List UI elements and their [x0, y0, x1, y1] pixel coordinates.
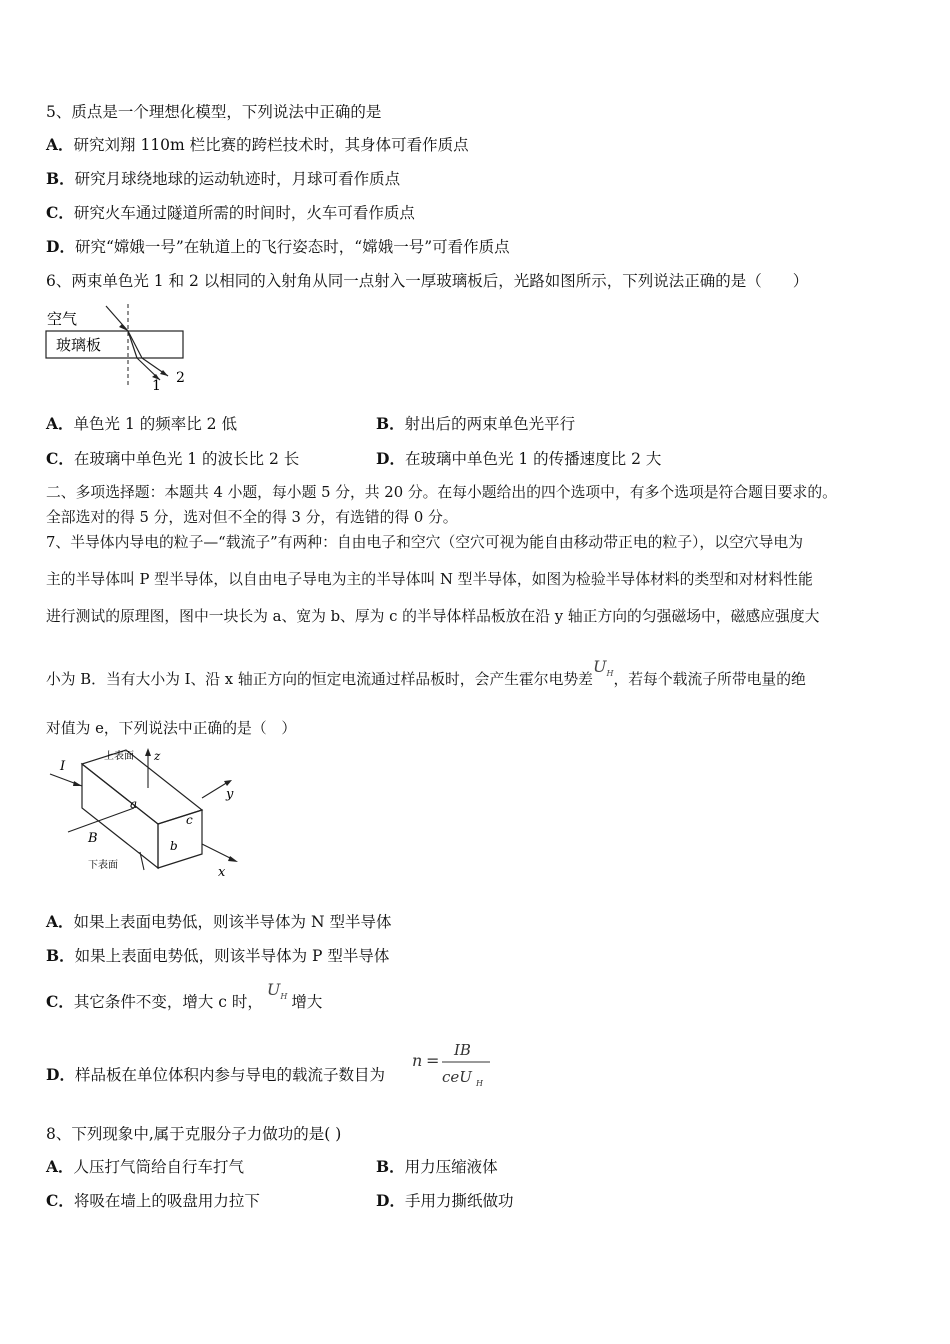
- formula-numerator: IB: [454, 1041, 471, 1059]
- q8-option-b: [376, 1157, 498, 1177]
- option-label: A．: [46, 912, 74, 931]
- option-text: 研究刘翔 110m 栏比赛的跨栏技术时，其身体可看作质点: [73, 136, 469, 154]
- hall-voltage-symbol: [266, 980, 288, 1002]
- section2-header-line1: 二、多项选择题：本题共 4 小题，每小题 5 分，共 20 分。在每小题给出的四个选项中，有多个选项是符合题目要求的。: [46, 484, 837, 501]
- option-label: D．: [376, 449, 405, 468]
- q5-option-b: [46, 169, 400, 189]
- uh-sub: H: [606, 669, 614, 679]
- current-label: I: [60, 759, 66, 774]
- ray-1-label: 1: [152, 378, 161, 392]
- dim-a-label: a: [130, 797, 138, 811]
- q7-option-c: [46, 980, 323, 1019]
- option-label: D．: [46, 237, 75, 256]
- option-label: C．: [46, 1191, 74, 1210]
- top-surface-label: 上表面: [104, 751, 134, 762]
- uh-sub: H: [280, 992, 288, 1002]
- glass-label: 玻璃板: [56, 336, 102, 354]
- q6-option-c: [46, 449, 299, 469]
- option-label: C．: [46, 203, 74, 222]
- slab-side-face: [158, 810, 202, 868]
- option-text: 人压打气筒给自行车打气: [73, 1158, 245, 1176]
- option-text: 将吸在墙上的吸盘用力拉下: [73, 1192, 260, 1210]
- option-text: 其它条件不变，增大 c 时，: [73, 993, 263, 1011]
- option-label: B．: [376, 1157, 405, 1176]
- q6-option-a: [46, 414, 237, 434]
- dim-c-label: c: [186, 813, 193, 827]
- ray-2-in-glass: [128, 331, 142, 358]
- option-label: A．: [46, 414, 74, 433]
- x-label: x: [218, 865, 226, 880]
- option-text: 如果上表面电势低，则该半导体为 P 型半导体: [74, 947, 390, 965]
- option-text: 样品板在单位体积内参与导电的载流子数目为: [74, 1066, 385, 1084]
- section2-header-line2: 全部选对的得 5 分，选对但不全的得 3 分，有选错的得 0 分。: [46, 509, 458, 526]
- formula-eq: =: [426, 1051, 440, 1070]
- option-text: 研究“嫦娥一号”在轨道上的飞行姿态时，“嫦娥一号”可看作质点: [74, 238, 510, 256]
- q6-option-d: [376, 449, 661, 469]
- slab-top-face: [82, 750, 202, 824]
- hall-voltage-symbol: [592, 657, 614, 679]
- q7-stem-line3: 进行测试的原理图，图中一块长为 a、宽为 b、厚为 c 的半导体样品板放在沿 y 轴正方向的匀强磁场中，磁感应强度大: [46, 608, 820, 625]
- q7-option-b: [46, 946, 389, 966]
- slab-front-face: [82, 764, 158, 868]
- q8-stem: 8、下列现象中,属于克服分子力做功的是( ): [46, 1125, 342, 1143]
- option-label: D．: [46, 1065, 75, 1084]
- option-label: B．: [46, 169, 75, 188]
- option-text: 在玻璃中单色光 1 的传播速度比 2 大: [404, 450, 662, 468]
- x-arrow-icon: [228, 856, 238, 862]
- q7-stem-line5: 对值为 e，下列说法中正确的是（ ）: [46, 720, 297, 737]
- x-axis: [202, 844, 234, 860]
- option-text: 单色光 1 的频率比 2 低: [73, 415, 237, 433]
- option-text: 研究火车通过隧道所需的时间时，火车可看作质点: [73, 204, 415, 222]
- option-text: 如果上表面电势低，则该半导体为 N 型半导体: [73, 913, 392, 931]
- option-label: D．: [376, 1191, 405, 1210]
- option-text: 在玻璃中单色光 1 的波长比 2 长: [73, 450, 300, 468]
- hall-effect-figure: [44, 746, 244, 880]
- q8-option-c: [46, 1191, 260, 1211]
- q5-option-c: [46, 203, 415, 223]
- formula-denominator-sub: H: [476, 1079, 483, 1088]
- option-text: 用力压缩液体: [404, 1158, 498, 1176]
- bottom-surface-label: 下表面: [88, 860, 118, 871]
- z-arrow-icon: [145, 748, 151, 756]
- option-text: 手用力撕纸做功: [404, 1192, 514, 1210]
- formula-denominator: ceU: [442, 1068, 472, 1086]
- q7-option-a: [46, 912, 391, 932]
- q8-option-d: [376, 1191, 513, 1211]
- current-arrow-icon: [73, 781, 82, 786]
- formula-lhs: n: [412, 1051, 423, 1070]
- q5-option-d: [46, 237, 510, 257]
- carrier-density-formula: [410, 1038, 494, 1092]
- option-label: B．: [46, 946, 75, 965]
- q7-option-d: [46, 1065, 385, 1085]
- option-label: C．: [46, 992, 74, 1011]
- q7-stem-line4-part2: ，若每个载流子所带电量的绝: [613, 671, 806, 688]
- q7-stem-line2: 主的半导体叫 P 型半导体，以自由电子导电为主的半导体叫 N 型半导体，如图为检验半导体材料的类型和对材料性能: [46, 571, 813, 588]
- q7-stem-line1: 7、半导体内导电的粒子—“载流子”有两种：自由电子和空穴（空穴可视为能自由移动带正电的粒子），以空穴导电为: [46, 534, 803, 551]
- q6-option-b: [376, 414, 575, 434]
- y-arrow-icon: [224, 780, 232, 786]
- air-label: 空气: [47, 310, 78, 328]
- option-label: C．: [46, 449, 74, 468]
- q5-option-a: [46, 135, 469, 155]
- uh-main: U: [266, 980, 281, 999]
- q8-option-a: [46, 1157, 244, 1177]
- option-text: 射出后的两束单色光平行: [404, 415, 576, 433]
- option-label: A．: [46, 135, 74, 154]
- q5-stem: 5、质点是一个理想化模型，下列说法中正确的是: [46, 103, 382, 121]
- option-label: B．: [376, 414, 405, 433]
- q6-stem: 6、两束单色光 1 和 2 以相同的入射角从同一点射入一厚玻璃板后，光路如图所示，下列说法正确的是（ ）: [46, 272, 809, 290]
- option-text: 研究月球绕地球的运动轨迹时，月球可看作质点: [74, 170, 401, 188]
- ray-2-label: 2: [176, 370, 185, 386]
- dim-b-label: b: [170, 839, 178, 853]
- q7-stem-line4: [46, 657, 806, 696]
- uh-main: U: [592, 657, 607, 676]
- glass-refraction-figure: [42, 300, 192, 392]
- b-field-line: [68, 808, 134, 832]
- option-label: A．: [46, 1157, 74, 1176]
- y-label: y: [226, 787, 234, 802]
- z-label: z: [154, 749, 161, 763]
- b-label: B: [88, 831, 98, 846]
- y-axis: [202, 782, 228, 798]
- q7-stem-line4-part1: 小为 B．当有大小为 I、沿 x 轴正方向的恒定电流通过样品板时，会产生霍尔电势差: [46, 671, 593, 688]
- option-tail: 增大: [291, 993, 323, 1011]
